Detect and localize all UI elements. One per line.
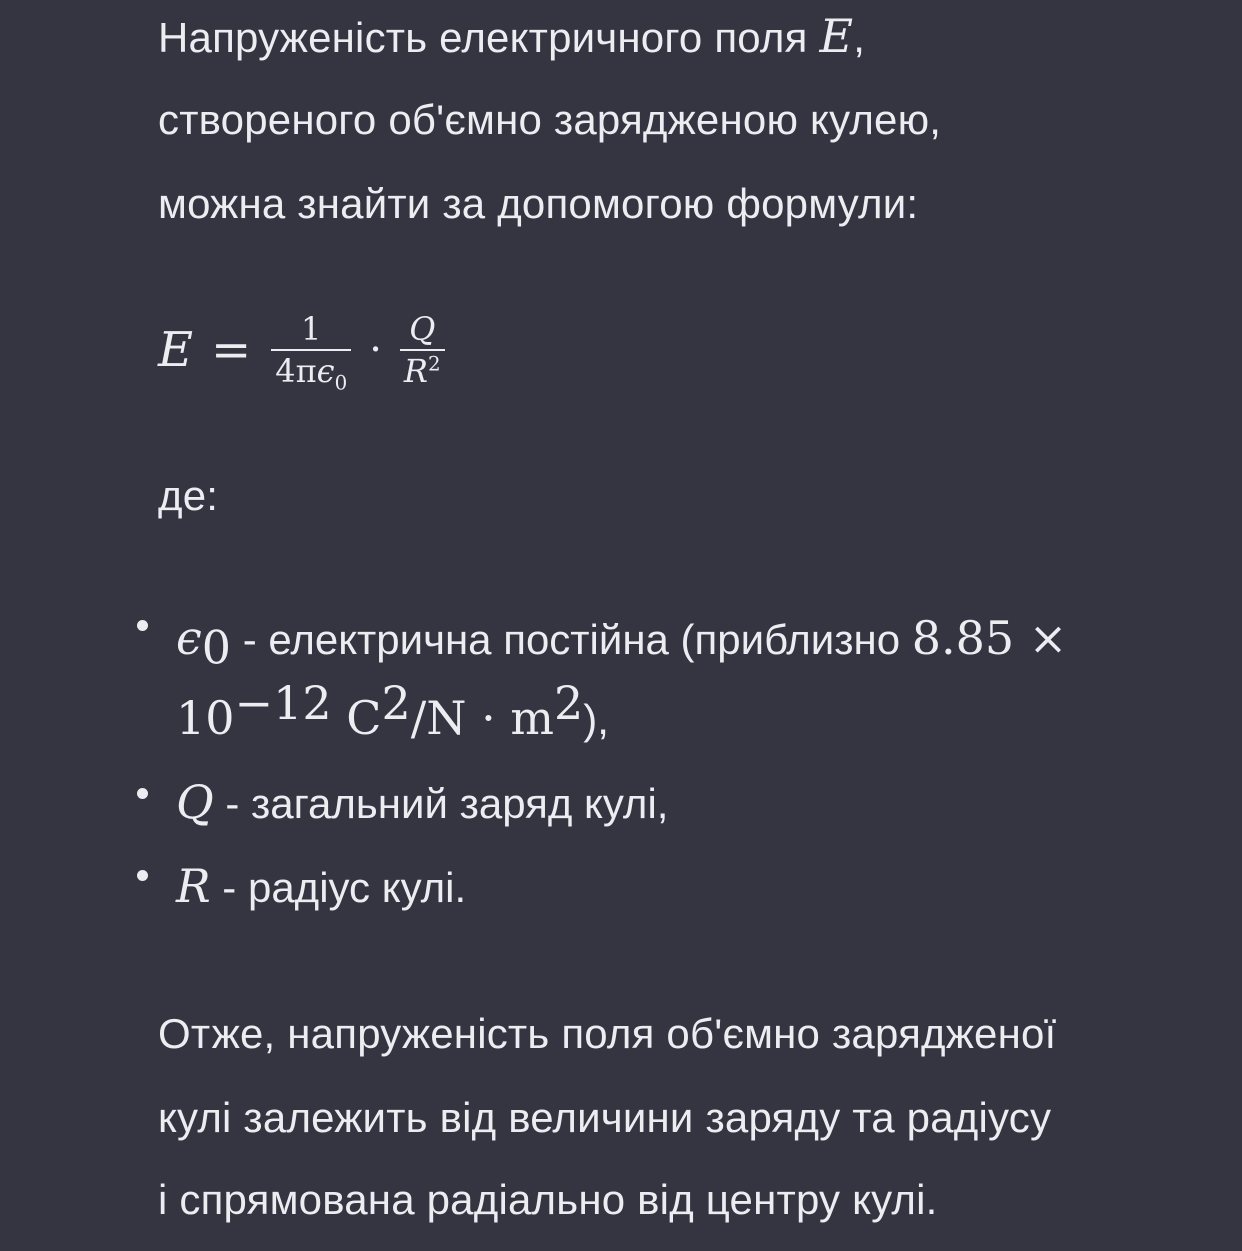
epsilon-symbol: ϵ xyxy=(176,611,202,665)
list-item-radius xyxy=(176,858,466,916)
conclusion-line-3: і спрямована радіально від центру кулі. xyxy=(158,1176,938,1223)
radius-symbol: R xyxy=(176,859,211,913)
intro-text: Напруженість електричного поля xyxy=(158,14,820,61)
bullet-dot xyxy=(137,870,148,881)
charge-symbol: Q xyxy=(176,775,214,829)
fraction-1-denominator xyxy=(271,349,351,395)
times-sign: × xyxy=(1014,611,1068,665)
list-item-text: - електрична постійна (приблизно xyxy=(231,616,912,663)
power-exponent: −12 xyxy=(234,676,332,730)
fraction-2-numerator: Q xyxy=(409,310,436,348)
intro-line-1 xyxy=(158,8,865,66)
fraction-2 xyxy=(400,311,445,389)
conclusion-line-1: Отже, напруженість поля об'ємно зарядженої xyxy=(158,1010,1057,1057)
conclusion-line-2: кулі залежить від величини заряду та радіусу xyxy=(158,1094,1052,1141)
formula-dot: · xyxy=(369,327,382,373)
formula-lhs: E xyxy=(158,322,194,378)
where-label: де: xyxy=(158,472,219,519)
list-item-text: - радіус кулі. xyxy=(210,864,467,911)
radius-symbol: R xyxy=(403,352,429,390)
radius-exponent: 2 xyxy=(428,352,441,376)
bullet-dot xyxy=(137,620,148,631)
epsilon-subscript: 0 xyxy=(201,620,232,675)
four-pi: 4π xyxy=(275,352,317,390)
power-base: 10 xyxy=(176,691,235,745)
unit-coulomb: C xyxy=(331,691,382,745)
unit-meter-exponent: 2 xyxy=(553,676,584,730)
formula-equals: = xyxy=(211,322,252,378)
unit-newton-meter: /N · m xyxy=(410,691,554,745)
fraction-1 xyxy=(271,310,351,395)
list-item-charge xyxy=(176,774,668,832)
intro-comma: , xyxy=(853,14,866,61)
list-item-tail: ), xyxy=(583,696,609,743)
list-item-text: - загальний заряд кулі, xyxy=(213,780,669,827)
intro-line-3: можна знайти за допомогою формули: xyxy=(158,180,919,227)
unit-coulomb-exponent: 2 xyxy=(381,676,411,730)
list-item-epsilon xyxy=(176,610,1068,675)
list-item-epsilon-continued xyxy=(176,676,609,748)
variable-E: E xyxy=(819,9,854,63)
fraction-2-denominator xyxy=(400,349,445,389)
constant-value: 8.85 xyxy=(911,611,1015,665)
fraction-1-numerator: 1 xyxy=(301,310,322,348)
intro-line-2: створеного об'ємно зарядженою кулею, xyxy=(158,96,942,143)
field-formula xyxy=(158,300,445,400)
bullet-dot xyxy=(137,788,148,799)
epsilon-symbol: ϵ xyxy=(316,352,335,390)
epsilon-subscript: 0 xyxy=(334,371,348,395)
